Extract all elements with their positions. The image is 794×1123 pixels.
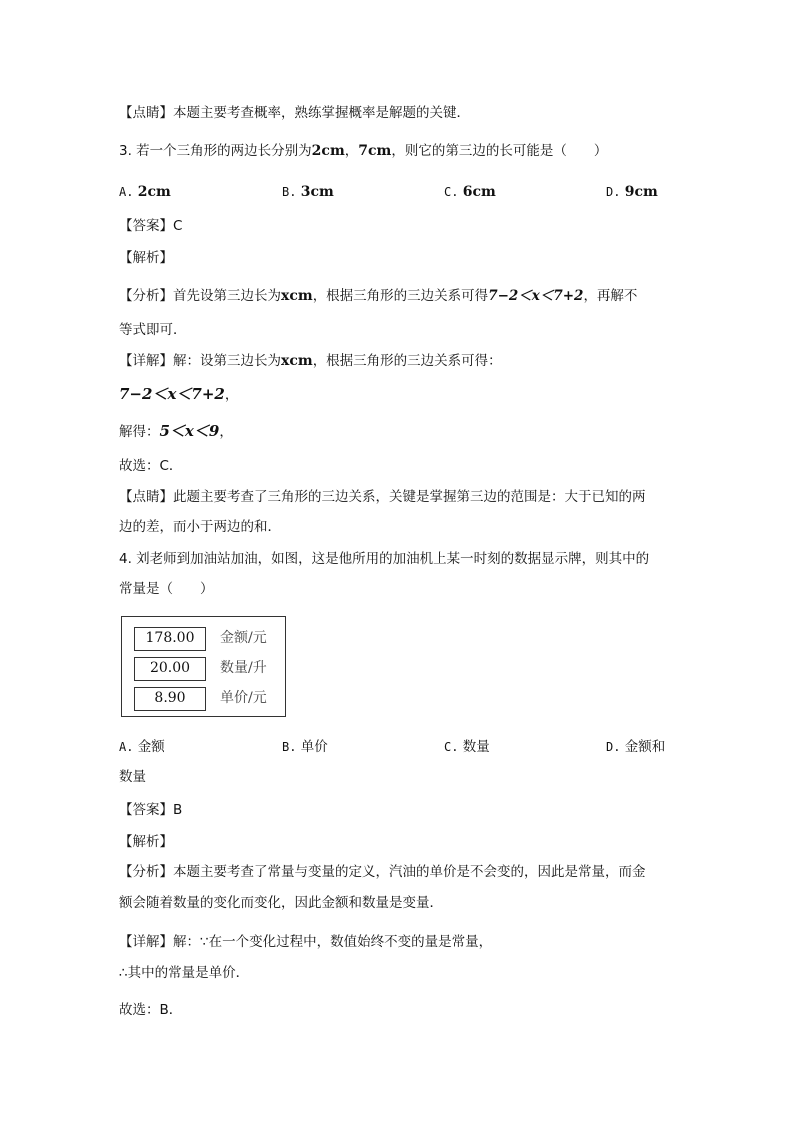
text: 解得： xyxy=(119,424,160,440)
option-value: 单价 xyxy=(300,739,328,755)
q4-option-c xyxy=(444,737,490,757)
amount-value-box: 178.00 xyxy=(134,627,206,651)
answer-3: 【答案】C xyxy=(119,218,183,234)
option-value: 2cm xyxy=(137,184,171,200)
option-label: D. xyxy=(606,740,621,754)
q3-option-b xyxy=(282,182,334,202)
option-value: 9cm xyxy=(624,184,658,200)
fenxi-4-line-1: 【分析】本题主要考查了常量与变量的定义，汽油的单价是不会变的，因此是常量，而金 xyxy=(119,864,646,880)
question-4-line-1: 4. 刘老师到加油站加油，如图，这是他所用的加油机上某一时刻的数据显示牌，则其中的 xyxy=(119,551,650,567)
text: ， xyxy=(224,387,239,403)
text: 【分析】首先设第三边长为 xyxy=(119,288,281,304)
guxuan-3: 故选：C． xyxy=(119,458,183,474)
option-label: B. xyxy=(282,185,297,199)
xiangjie-4-line-1: 【详解】解：∵在一个变化过程中，数值始终不变的量是常量， xyxy=(119,934,493,950)
guxuan-4: 故选：B． xyxy=(119,1002,183,1018)
math-inequality: 7−2＜x＜7+2 xyxy=(119,385,225,403)
option-value: 金额和 xyxy=(624,739,666,755)
option-label: D. xyxy=(606,185,621,199)
option-value: 金额 xyxy=(137,739,165,755)
price-unit-label: 单价/元 xyxy=(220,690,267,706)
text: ，根据三角形的三边关系可得： xyxy=(312,353,502,369)
math-solution: 5＜x＜9 xyxy=(159,422,220,440)
price-value-box: 8.90 xyxy=(134,687,206,711)
q3-text-a: 3. 若一个三角形的两边长分别为 xyxy=(119,143,312,159)
math-xcm: xcm xyxy=(281,353,313,369)
option-value: 数量 xyxy=(462,739,490,755)
fenxi-3-line-2: 等式即可． xyxy=(119,322,187,338)
option-label: C. xyxy=(444,740,459,754)
amount-unit-label: 金额/元 xyxy=(220,630,267,646)
inequality-line xyxy=(119,384,238,405)
q4-option-a xyxy=(119,737,165,757)
text: ，再解不 xyxy=(583,288,638,304)
q3-option-d xyxy=(606,182,658,202)
q3-option-c xyxy=(444,182,496,202)
q4-option-d xyxy=(606,737,665,757)
q3-option-a xyxy=(119,182,171,202)
option-label: A. xyxy=(119,740,134,754)
quantity-value-box: 20.00 xyxy=(134,657,206,681)
option-label: B. xyxy=(282,740,297,754)
answer-4: 【答案】B xyxy=(119,802,183,818)
q3-length-2: 7cm xyxy=(358,143,392,159)
q3-text-e: ，则它的第三边的长可能是（ ） xyxy=(391,143,608,159)
text: ，根据三角形的三边关系可得 xyxy=(312,288,489,304)
math-inequality: 7−2＜x＜7+2 xyxy=(488,288,584,304)
q3-length-1: 2cm xyxy=(311,143,345,159)
q4-option-b xyxy=(282,737,328,757)
q4-option-d-wrap: 数量 xyxy=(119,769,146,785)
text: ， xyxy=(219,424,233,440)
option-label: A. xyxy=(119,185,134,199)
q3-text-c: ， xyxy=(344,143,359,159)
option-value: 3cm xyxy=(300,184,334,200)
question-3-stem xyxy=(119,141,607,161)
dianjing-3-line-2: 边的差，而小于两边的和． xyxy=(119,519,281,535)
fuel-pump-display xyxy=(121,616,286,717)
jiexi-3: 【解析】 xyxy=(119,250,173,266)
text: 【详解】解：设第三边长为 xyxy=(119,353,281,369)
fenxi-4-line-2: 额会随着数量的变化而变化，因此金额和数量是变量． xyxy=(119,895,443,911)
option-label: C. xyxy=(444,185,459,199)
jiexi-4: 【解析】 xyxy=(119,834,173,850)
solution-line xyxy=(119,421,233,442)
quantity-unit-label: 数量/升 xyxy=(220,660,267,676)
dianjing-3-line-1: 【点睛】此题主要考查了三角形的三边关系，关键是掌握第三边的范围是：大于已知的两 xyxy=(119,489,646,505)
dianjing-line: 【点睛】本题主要考查概率，熟练掌握概率是解题的关键． xyxy=(119,105,470,121)
xiangjie-3-line-1 xyxy=(119,351,502,371)
math-xcm: xcm xyxy=(281,288,313,304)
fenxi-3-line-1 xyxy=(119,286,637,306)
option-value: 6cm xyxy=(462,184,496,200)
question-4-line-2: 常量是（ ） xyxy=(119,581,214,597)
xiangjie-4-line-2: ∴其中的常量是单价． xyxy=(119,965,250,981)
